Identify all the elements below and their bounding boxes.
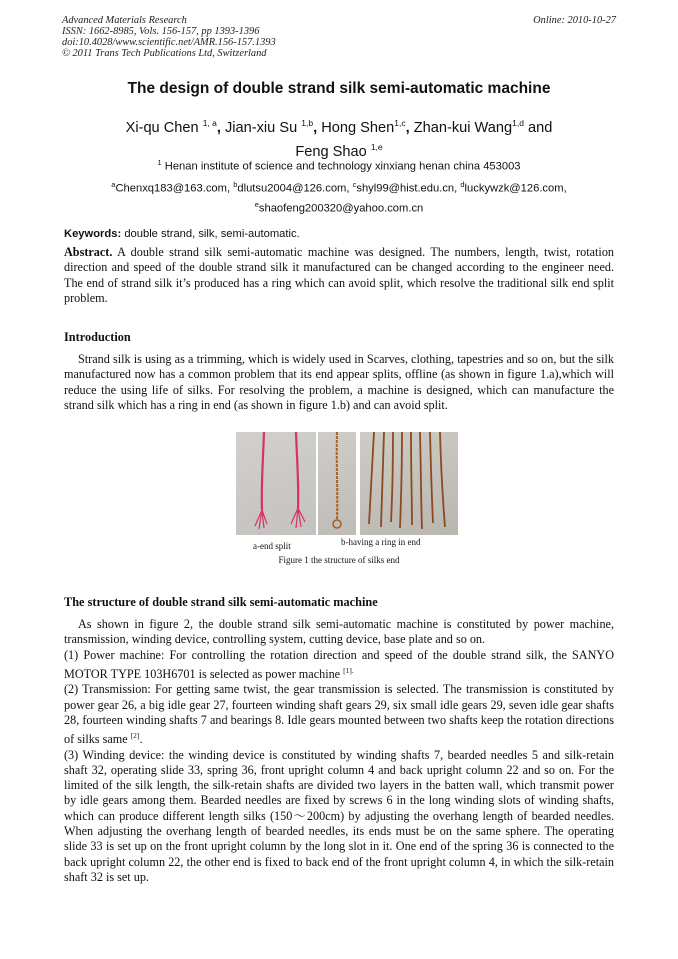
structure-text xyxy=(64,617,614,885)
introduction-text: Strand silk is using as a trimming, which is widely used in Scarves, clothing, tapestries and so on, but the silk manufactured now has a common problem that its end appear splits, offline (as shown in figure 1.a),which will reduce the using life of silks. For resolving the problem, a machine is designed, which can manufacture the strand silk which has a ring in end (as shown in figure 1.b) and can avoid split. xyxy=(64,352,614,412)
sentence-end: . xyxy=(139,732,143,747)
email-link[interactable]: Chenxq183@163.com, xyxy=(115,182,231,195)
author-name: Feng Shao xyxy=(295,143,367,160)
issn-line: ISSN: 1662-8985, Vols. 156-157, pp 1393-1396 xyxy=(62,26,260,37)
doi-line: doi:10.4028/www.scientific.net/AMR.156-157.1393 xyxy=(62,37,276,48)
keywords-text: double strand, silk, semi-automatic. xyxy=(124,228,300,240)
author-name: Hong Shen xyxy=(321,119,395,136)
running-header xyxy=(62,15,276,59)
email-sup: e xyxy=(254,199,259,209)
author-sup: 1,b xyxy=(301,118,314,128)
citation-ref[interactable]: [2] xyxy=(130,731,140,741)
photo-multiple-strands xyxy=(360,432,458,535)
affiliation xyxy=(0,158,678,173)
abstract-label: Abstract. xyxy=(64,245,113,259)
email-list xyxy=(70,177,608,216)
transmission-text: (2) Transmission: For getting same twist, the gear transmission is selected. The transmission is constituted by power gear 26, a big idle gear 27, fourteen winding shaft gears 29, six small idle gears 29, seven idle gear shafts 28, fourteen winding shafts 7 and bearings 8. Idle gears mounted between two shafts keep the rotation directions of silks same xyxy=(64,682,614,747)
structure-paragraph: (3) Winding device: the winding device is constituted by winding shafts 7, bearded needles 5 and silk-retain shaft 32, operating slide 33, spring 36, front upright column 4 and back upright column 22 and so on. For the limited of the silk length, the silk-retain shafts are divided two layers in the batten wall, which transmit power by idle gears among them. Bearded needles are fixed by screws 6 in the long winding slots of winding shafts, which can produce different length silks (150～200cm) by adjusting the overhang length of bearded needles. When adjusting the overhang length of bearded needles, its ends must be on the same sphere. The operating slide 33 is set up on the front upright column by the long slot in it. One end of the spring 36 is connected to the back upright column 22, the other end is fixed to back end of the front upright column 4, in which the silk-retain shaft 32 is set up. xyxy=(64,747,614,884)
email-sup: a xyxy=(111,180,116,189)
author-sup: 1,d xyxy=(512,118,524,128)
keywords xyxy=(64,228,300,240)
paper-title: The design of double strand silk semi-automatic machine xyxy=(127,80,551,97)
abstract xyxy=(64,245,614,306)
figure-label-a: a-end split xyxy=(253,541,291,551)
author-list: Xi-qu Chen $^{1, a}$, Jian-xiu Su $^{1,b}$, Hong Shen$^{1,c}$, Zhan-kui Wang$^{1,d}$ and Feng Shao $^{1,e}$ xyxy=(125,118,553,160)
author-sup: 1,c xyxy=(394,118,406,128)
email-link[interactable]: shaofeng200320@yahoo.com.cn xyxy=(258,202,424,215)
email-sup: d xyxy=(460,180,465,189)
affiliation-sup: 1 xyxy=(157,158,162,167)
email-link[interactable]: luckywzk@126.com, xyxy=(464,182,567,195)
figure-caption: Figure 1 the structure of silks end xyxy=(278,555,400,565)
structure-paragraph xyxy=(64,682,614,747)
author-and: and xyxy=(528,119,553,136)
author-name: Zhan-kui Wang xyxy=(413,119,513,136)
author-sup: 1, a xyxy=(202,118,217,128)
keywords-label: Keywords: xyxy=(64,228,122,240)
photo-ring-end xyxy=(318,432,356,535)
introduction-heading: Introduction xyxy=(64,330,131,344)
power-machine-text: (1) Power machine: For controlling the rotation direction and speed of the double strand silk, the SANYO MOTOR TYPE 103H6701 is selected as power machine xyxy=(64,647,614,681)
structure-paragraph: As shown in figure 2, the double strand silk semi-automatic machine is constituted by power machine, transmission, winding device, controlling system, cutting device, base plate and so on. xyxy=(64,617,614,647)
figure-1 xyxy=(236,432,458,535)
photo-end-split xyxy=(236,432,316,535)
online-date: Online: 2010-10-27 xyxy=(533,15,616,26)
citation-ref[interactable]: [1]. xyxy=(343,665,354,675)
abstract-text: A double strand silk semi-automatic machine was designed. The numbers, length, twist, rotation direction and speed of the double strand silk it manufactured can be changed according to the engineer need. The end of strand silk it’s produced has a ring which can avoid split, which resolve the traditional silk end split problem. xyxy=(64,245,615,305)
copyright-line: © 2011 Trans Tech Publications Ltd, Switzerland xyxy=(62,48,267,59)
email-link[interactable]: dlutsu2004@126.com, xyxy=(237,182,350,195)
author-sup: 1,e xyxy=(370,141,383,152)
structure-heading: The structure of double strand silk semi-automatic machine xyxy=(64,595,378,609)
figure-label-b: b-having a ring in end xyxy=(341,537,421,547)
author-name: Jian-xiu Su xyxy=(225,119,298,136)
email-link[interactable]: shyl99@hist.edu.cn, xyxy=(356,182,458,195)
structure-paragraph xyxy=(64,648,614,683)
affiliation-text: Henan institute of science and technology xinxiang henan china 453003 xyxy=(164,160,521,173)
author-name: Xi-qu Chen xyxy=(125,119,199,136)
journal-name: Advanced Materials Research xyxy=(62,15,187,26)
email-sup: c xyxy=(352,180,357,189)
email-sup: b xyxy=(233,180,238,189)
